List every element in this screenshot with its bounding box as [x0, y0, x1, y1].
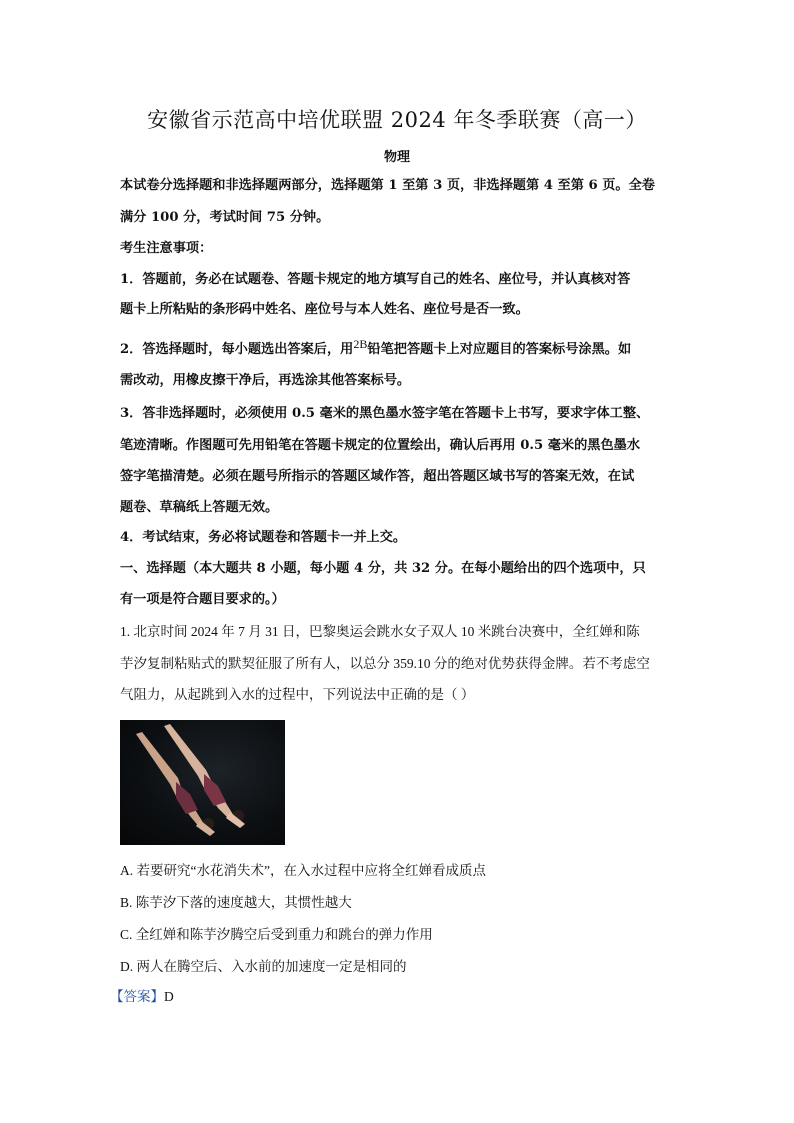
answer-value: D [164, 989, 174, 1004]
notice-1-line-1: 1．答题前，务必在试题卷、答题卡规定的地方填写自己的姓名、座位号，并认真核对答 [120, 272, 631, 287]
question-1-line-3: 气阻力，从起跳到入水的过程中，下列说法中正确的是（ ） [120, 687, 475, 702]
question-1-line-2: 芋汐复制粘贴式的默契征服了所有人，以总分 359.10 分的绝对优势获得金牌。若不考虑空 [120, 656, 650, 671]
exam-title: 安徽省示范高中培优联盟 2024 年冬季联赛（高一） [147, 108, 647, 132]
notice-4-line-1: 4．考试结束，务必将试题卷和答题卡一并上交。 [120, 530, 407, 545]
divers-illustration [120, 720, 285, 845]
notice-2-line-2: 需改动，用橡皮擦干净后，再选涂其他答案标号。 [120, 373, 411, 388]
notice-3-line-3: 签字笔描清楚。必须在题号所指示的答题区域作答，超出答题区域书写的答案无效，在试 [120, 469, 635, 484]
notice-3-line-2: 笔迹清晰。作图题可先用铅笔在答题卡规定的位置绘出，确认后再用 0.5 毫米的黑色墨水 [120, 438, 641, 453]
notice-2-pre: 2．答选择题时，每小题选出答案后，用 [120, 342, 354, 357]
answer-label: 【答案】 [110, 989, 164, 1004]
section-1-line-1: 一、选择题（本大题共 8 小题，每小题 4 分，共 32 分。在每小题给出的四个选项中，只 [120, 561, 646, 576]
answer-line [110, 988, 670, 1006]
notice-1-line-2: 题卡上所粘贴的条形码中姓名、座位号与本人姓名、座位号是否一致。 [120, 302, 529, 317]
notice-2-line-1 [120, 337, 680, 359]
option-b: B. 陈芋汐下落的速度越大，其惯性越大 [120, 895, 352, 910]
option-d: D. 两人在腾空后、入水前的加速度一定是相同的 [120, 959, 407, 974]
notice-heading: 考生注意事项： [120, 241, 213, 256]
question-1-line-1: 1. 北京时间 2024 年 7 月 31 日，巴黎奥运会跳水女子双人 10 米跳台决赛中，全红婵和陈 [120, 624, 640, 639]
option-c: C. 全红婵和陈芋汐腾空后受到重力和跳台的弹力作用 [120, 927, 433, 942]
notice-2-pencil-grade: 2B [353, 337, 368, 351]
option-a: A. 若要研究“水花消失术”，在入水过程中应将全红婵看成质点 [120, 863, 486, 878]
section-1-line-2: 有一项是符合题目要求的。） [120, 592, 285, 607]
intro-line-1: 本试卷分选择题和非选择题两部分，选择题第 1 至第 3 页，非选择题第 4 至第 6 页。全卷 [120, 178, 655, 193]
notice-2-post: 铅笔把答题卡上对应题目的答案标号涂黑。如 [367, 342, 632, 357]
subject-heading: 物理 [383, 150, 410, 165]
notice-3-line-4: 题卷、草稿纸上答题无效。 [120, 500, 279, 515]
notice-3-line-1: 3．答非选择题时，必须使用 0.5 毫米的黑色墨水签字笔在答题卡上书写，要求字体工整、 [120, 406, 650, 421]
intro-line-2: 满分 100 分，考试时间 75 分钟。 [120, 210, 330, 225]
divers-photo [120, 720, 285, 845]
